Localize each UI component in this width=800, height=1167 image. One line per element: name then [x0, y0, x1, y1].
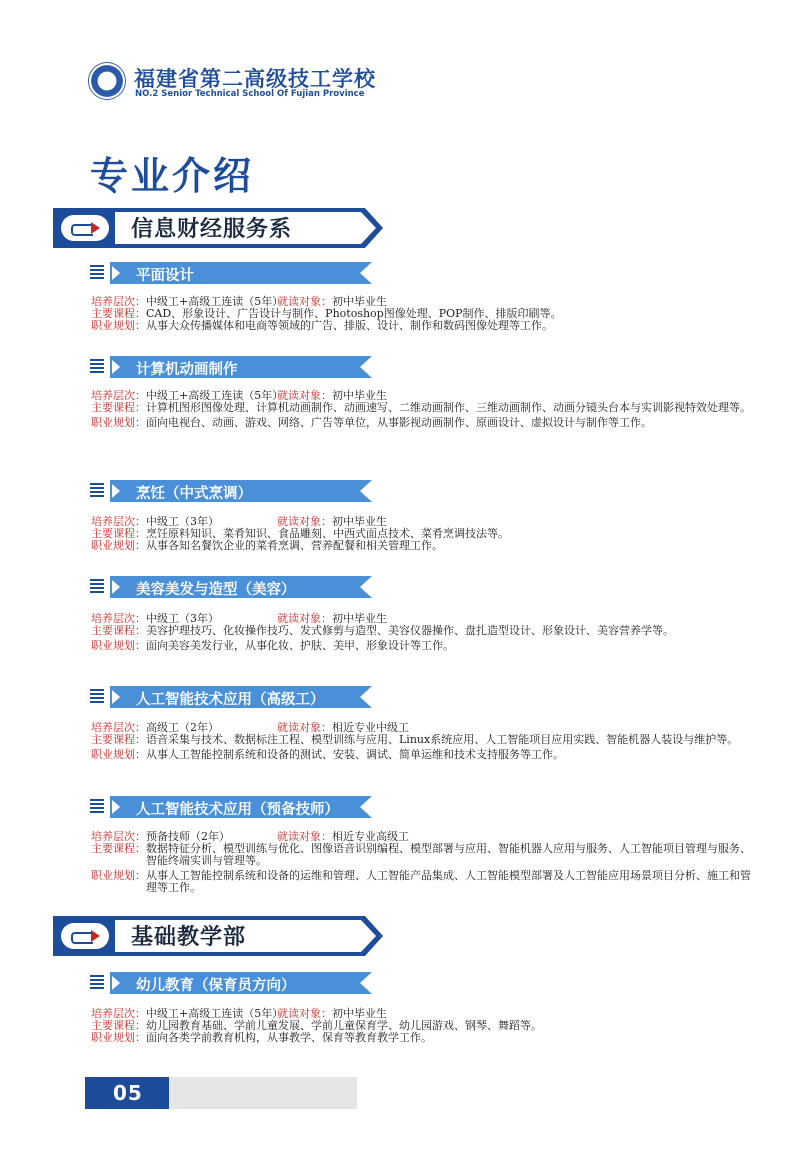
career-label: 职业规划： [91, 416, 146, 429]
department-header [53, 916, 383, 956]
major-title: 人工智能技术应用（预备技师） [136, 802, 339, 818]
target-label: 就读对象： [277, 830, 332, 843]
department-title: 信息财经服务系 [131, 217, 293, 242]
career-value: 从事人工智能控制系统和设备的测试、安装、调试、简单运维和技术支持服务等工作。 [146, 748, 564, 761]
school-logo-icon [88, 62, 126, 100]
level-label: 培养层次： [91, 1007, 146, 1020]
major-details [91, 390, 756, 429]
courses-label: 主要课程： [91, 624, 146, 637]
career-value: 面向各类学前教育机构，从事教学、保育等教育教学工作。 [146, 1031, 432, 1044]
list-icon [90, 689, 104, 705]
target-label: 就读对象： [277, 515, 332, 528]
level-label: 培养层次： [91, 721, 146, 734]
career-value: 从事大众传播媒体和电商等领域的广告、排版、设计、制作和数码图像处理等工作。 [146, 319, 553, 332]
target-value: 初中毕业生 [332, 612, 387, 625]
target-label: 就读对象： [277, 389, 332, 402]
target-label: 就读对象： [277, 1007, 332, 1020]
courses-value: 美容护理技巧、化妆操作技巧、发式修剪与造型、美容仪器操作、盘扎造型设计、形象设计、美容营养学等。 [146, 624, 674, 637]
page-number: 05 [113, 1081, 143, 1105]
level-label: 培养层次： [91, 612, 146, 625]
courses-label: 主要课程： [91, 842, 146, 855]
target-label: 就读对象： [277, 295, 332, 308]
major-header [88, 796, 372, 818]
target-value: 初中毕业生 [332, 389, 387, 402]
career-value: 从事人工智能控制系统和设备的运维和管理、人工智能产品集成、人工智能模型部署及人工智能应用场景项目分析、施工和管理等工作。 [146, 869, 751, 894]
target-value: 初中毕业生 [332, 295, 387, 308]
career-label: 职业规划： [91, 539, 146, 552]
courses-value: 语音采集与技术、数据标注工程、模型训练与应用、Linux系统应用、人工智能项目应用实践、智能机器人装设与维护等。 [146, 733, 739, 746]
courses-value: 计算机图形图像处理、计算机动画制作、动画速写、二维动画制作、三维动画制作、动画分镜头台本与实训影视特效处理等。 [146, 401, 751, 414]
pencil-icon [61, 923, 109, 949]
career-value: 面向美容美发行业，从事化妆、护肤、美甲、形象设计等工作。 [146, 639, 454, 652]
major-header [88, 262, 372, 284]
page-footer [85, 1077, 357, 1109]
school-name-cn: 福建省第二高级技工学校 [134, 67, 376, 91]
target-label: 就读对象： [277, 612, 332, 625]
level-value: 高级工（2年） [146, 721, 219, 734]
level-value: 中级工（3年） [146, 612, 219, 625]
courses-label: 主要课程： [91, 1019, 146, 1032]
courses-value: 烹饪原料知识、菜肴知识、食品雕刻、中西式面点技术、菜肴烹调技法等。 [146, 527, 509, 540]
career-label: 职业规划： [91, 869, 146, 882]
courses-value: CAD、形象设计、广告设计与制作、Photoshop图像处理、POP制作、排版印刷等。 [146, 307, 562, 320]
major-details [91, 296, 756, 332]
target-value: 相近专业高级工 [332, 830, 409, 843]
level-value: 中级工+高级工连读（5年） [146, 295, 284, 308]
level-label: 培养层次： [91, 389, 146, 402]
career-value: 从事各知名餐饮企业的菜肴烹调、营养配餐和相关管理工作。 [146, 539, 443, 552]
list-icon [90, 359, 104, 375]
major-header [88, 356, 372, 378]
level-value: 中级工+高级工连读（5年） [146, 1007, 284, 1020]
career-label: 职业规划： [91, 748, 146, 761]
target-value: 初中毕业生 [332, 515, 387, 528]
department-title: 基础教学部 [131, 925, 247, 950]
career-label: 职业规划： [91, 319, 146, 332]
pencil-icon [61, 215, 109, 241]
major-title: 人工智能技术应用（高级工） [136, 692, 325, 708]
major-details [91, 831, 756, 894]
major-header [88, 480, 372, 502]
list-icon [90, 265, 104, 281]
courses-label: 主要课程： [91, 527, 146, 540]
courses-label: 主要课程： [91, 307, 146, 320]
level-value: 中级工+高级工连读（5年） [146, 389, 284, 402]
list-icon [90, 799, 104, 815]
major-title: 计算机动画制作 [136, 362, 238, 378]
target-value: 相近专业中级工 [332, 721, 409, 734]
courses-label: 主要课程： [91, 401, 146, 414]
major-banner-shape [88, 262, 372, 284]
major-header [88, 686, 372, 708]
list-icon [90, 579, 104, 595]
career-label: 职业规划： [91, 639, 146, 652]
level-label: 培养层次： [91, 515, 146, 528]
target-value: 初中毕业生 [332, 1007, 387, 1020]
major-title: 烹饪（中式烹调） [136, 486, 252, 502]
career-label: 职业规划： [91, 1031, 146, 1044]
target-label: 就读对象： [277, 721, 332, 734]
major-header [88, 576, 372, 598]
footer-grey-bar [169, 1077, 357, 1109]
courses-label: 主要课程： [91, 733, 146, 746]
level-label: 培养层次： [91, 295, 146, 308]
list-icon [90, 975, 104, 991]
courses-value: 数据特征分析、模型训练与优化、图像语音识别编程、模型部署与应用、智能机器人应用与服务、人工智能项目管理与服务、智能终端实训与管理等。 [146, 842, 751, 867]
major-title: 幼儿教育（保育员方向） [136, 978, 296, 994]
page-title: 专业介绍 [90, 154, 255, 198]
career-value: 面向电视台、动画、游戏、网络、广告等单位，从事影视动画制作、原画设计、虚拟设计与制作等工作。 [146, 416, 652, 429]
level-value: 中级工（3年） [146, 515, 219, 528]
school-name-en: NO.2 Senior Technical School Of Fujian Province [135, 89, 365, 99]
department-header [53, 208, 383, 248]
major-title: 平面设计 [136, 268, 194, 284]
level-label: 培养层次： [91, 830, 146, 843]
major-title: 美容美发与造型（美容） [136, 582, 296, 598]
major-details [91, 516, 756, 552]
major-details [91, 722, 756, 761]
courses-value: 幼儿园教育基础、学前儿童发展、学前儿童保育学、幼儿园游戏、钢琴、舞蹈等。 [146, 1019, 542, 1032]
major-header [88, 972, 372, 994]
major-details [91, 613, 756, 652]
level-value: 预备技师（2年） [146, 830, 230, 843]
list-icon [90, 483, 104, 499]
major-details [91, 1008, 756, 1044]
